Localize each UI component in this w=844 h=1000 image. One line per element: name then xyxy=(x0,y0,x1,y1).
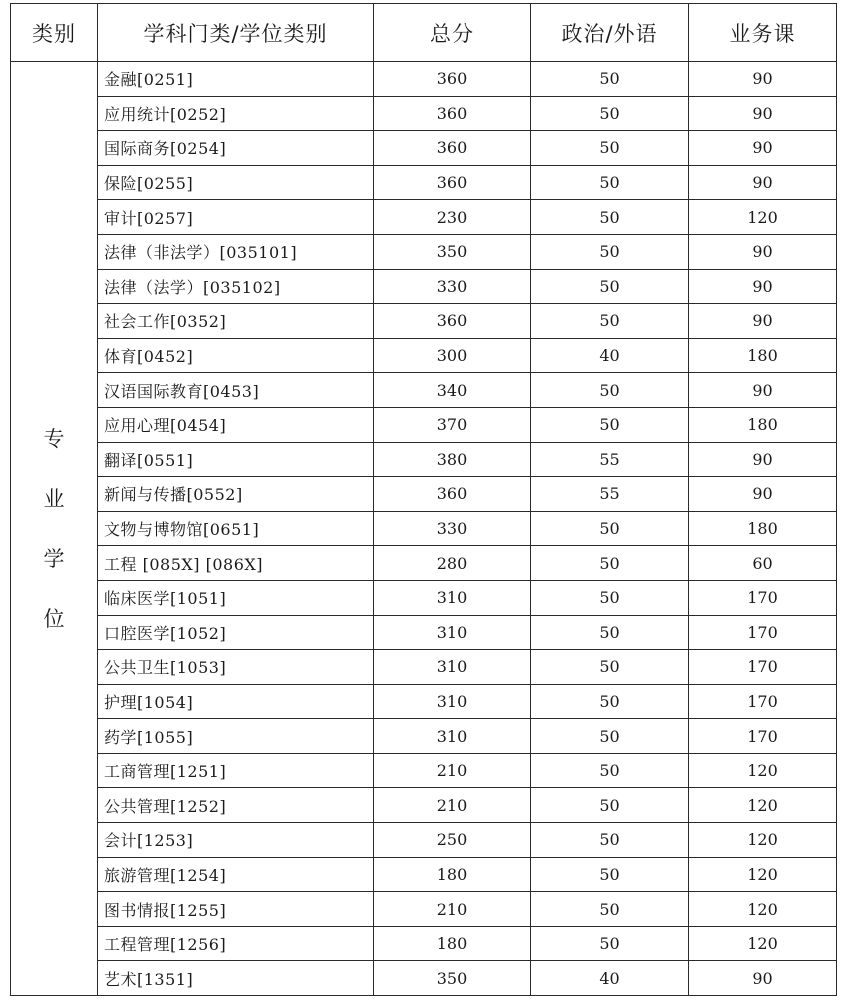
table-row xyxy=(11,788,837,823)
total-cell: 310 xyxy=(374,650,531,685)
major-cell: 170 xyxy=(689,719,837,754)
politics-foreign-cell: 50 xyxy=(531,580,689,615)
major-cell: 170 xyxy=(689,684,837,719)
major-cell: 170 xyxy=(689,650,837,685)
subject-cell: 体育[0452] xyxy=(98,338,374,373)
header-category: 类别 xyxy=(11,4,98,62)
header-major: 业务课 xyxy=(689,4,837,62)
total-cell: 250 xyxy=(374,823,531,858)
table-row xyxy=(11,753,837,788)
table-row xyxy=(11,650,837,685)
subject-cell: 审计[0257] xyxy=(98,200,374,235)
header-row xyxy=(11,4,837,62)
total-cell: 360 xyxy=(374,477,531,512)
subject-cell: 应用心理[0454] xyxy=(98,407,374,442)
major-cell: 90 xyxy=(689,373,837,408)
total-cell: 230 xyxy=(374,200,531,235)
politics-foreign-cell: 50 xyxy=(531,62,689,97)
subject-cell: 工程管理[1256] xyxy=(98,926,374,961)
politics-foreign-cell: 50 xyxy=(531,304,689,339)
total-cell: 360 xyxy=(374,62,531,97)
table-row xyxy=(11,823,837,858)
politics-foreign-cell: 50 xyxy=(531,615,689,650)
subject-cell: 艺术[1351] xyxy=(98,961,374,996)
politics-foreign-cell: 50 xyxy=(531,926,689,961)
major-cell: 120 xyxy=(689,753,837,788)
table-row xyxy=(11,200,837,235)
table-row xyxy=(11,62,837,97)
category-char: 专 xyxy=(43,426,65,451)
major-cell: 90 xyxy=(689,961,837,996)
subject-cell: 国际商务[0254] xyxy=(98,131,374,166)
subject-cell: 文物与博物馆[0651] xyxy=(98,511,374,546)
total-cell: 300 xyxy=(374,338,531,373)
politics-foreign-cell: 50 xyxy=(531,719,689,754)
subject-cell: 口腔医学[1052] xyxy=(98,615,374,650)
table-row xyxy=(11,234,837,269)
major-cell: 90 xyxy=(689,304,837,339)
header-subject: 学科门类/学位类别 xyxy=(98,4,374,62)
subject-cell: 公共管理[1252] xyxy=(98,788,374,823)
subject-cell: 应用统计[0252] xyxy=(98,96,374,131)
subject-cell: 公共卫生[1053] xyxy=(98,650,374,685)
subject-cell: 药学[1055] xyxy=(98,719,374,754)
total-cell: 330 xyxy=(374,269,531,304)
table-row xyxy=(11,96,837,131)
major-cell: 180 xyxy=(689,407,837,442)
subject-cell: 工程 [085X] [086X] xyxy=(98,546,374,581)
politics-foreign-cell: 50 xyxy=(531,373,689,408)
major-cell: 90 xyxy=(689,62,837,97)
major-cell: 170 xyxy=(689,580,837,615)
total-cell: 210 xyxy=(374,753,531,788)
category-cell xyxy=(11,62,98,996)
major-cell: 180 xyxy=(689,511,837,546)
politics-foreign-cell: 50 xyxy=(531,892,689,927)
category-char: 业 xyxy=(43,486,65,511)
major-cell: 90 xyxy=(689,234,837,269)
politics-foreign-cell: 50 xyxy=(531,131,689,166)
total-cell: 380 xyxy=(374,442,531,477)
table-row xyxy=(11,892,837,927)
total-cell: 360 xyxy=(374,165,531,200)
subject-cell: 金融[0251] xyxy=(98,62,374,97)
total-cell: 280 xyxy=(374,546,531,581)
category-char: 学 xyxy=(43,546,65,571)
table-row xyxy=(11,511,837,546)
subject-cell: 会计[1253] xyxy=(98,823,374,858)
major-cell: 180 xyxy=(689,338,837,373)
total-cell: 310 xyxy=(374,684,531,719)
subject-cell: 临床医学[1051] xyxy=(98,580,374,615)
subject-cell: 工商管理[1251] xyxy=(98,753,374,788)
total-cell: 360 xyxy=(374,131,531,166)
table-row xyxy=(11,269,837,304)
table-row xyxy=(11,546,837,581)
subject-cell: 法律（非法学）[035101] xyxy=(98,234,374,269)
table-row xyxy=(11,615,837,650)
category-char: 位 xyxy=(43,606,65,631)
politics-foreign-cell: 40 xyxy=(531,338,689,373)
major-cell: 120 xyxy=(689,926,837,961)
politics-foreign-cell: 50 xyxy=(531,511,689,546)
politics-foreign-cell: 50 xyxy=(531,234,689,269)
politics-foreign-cell: 50 xyxy=(531,200,689,235)
politics-foreign-cell: 50 xyxy=(531,165,689,200)
total-cell: 310 xyxy=(374,615,531,650)
politics-foreign-cell: 50 xyxy=(531,684,689,719)
politics-foreign-cell: 50 xyxy=(531,753,689,788)
table-row xyxy=(11,373,837,408)
subject-cell: 护理[1054] xyxy=(98,684,374,719)
politics-foreign-cell: 50 xyxy=(531,407,689,442)
table-row xyxy=(11,857,837,892)
major-cell: 90 xyxy=(689,165,837,200)
total-cell: 180 xyxy=(374,926,531,961)
total-cell: 310 xyxy=(374,580,531,615)
politics-foreign-cell: 50 xyxy=(531,269,689,304)
table-row xyxy=(11,961,837,996)
subject-cell: 保险[0255] xyxy=(98,165,374,200)
total-cell: 310 xyxy=(374,719,531,754)
table-row xyxy=(11,442,837,477)
major-cell: 120 xyxy=(689,857,837,892)
total-cell: 370 xyxy=(374,407,531,442)
major-cell: 60 xyxy=(689,546,837,581)
total-cell: 210 xyxy=(374,788,531,823)
total-cell: 350 xyxy=(374,234,531,269)
politics-foreign-cell: 55 xyxy=(531,442,689,477)
score-table xyxy=(10,3,837,996)
subject-cell: 新闻与传播[0552] xyxy=(98,477,374,512)
subject-cell: 法律（法学）[035102] xyxy=(98,269,374,304)
total-cell: 350 xyxy=(374,961,531,996)
major-cell: 120 xyxy=(689,788,837,823)
subject-cell: 图书情报[1255] xyxy=(98,892,374,927)
subject-cell: 社会工作[0352] xyxy=(98,304,374,339)
politics-foreign-cell: 50 xyxy=(531,546,689,581)
major-cell: 120 xyxy=(689,200,837,235)
major-cell: 120 xyxy=(689,892,837,927)
major-cell: 170 xyxy=(689,615,837,650)
table-row xyxy=(11,304,837,339)
table-body xyxy=(11,62,837,996)
total-cell: 360 xyxy=(374,96,531,131)
header-politics-foreign: 政治/外语 xyxy=(531,4,689,62)
politics-foreign-cell: 50 xyxy=(531,788,689,823)
major-cell: 90 xyxy=(689,442,837,477)
table-row xyxy=(11,165,837,200)
total-cell: 210 xyxy=(374,892,531,927)
total-cell: 360 xyxy=(374,304,531,339)
politics-foreign-cell: 50 xyxy=(531,96,689,131)
major-cell: 90 xyxy=(689,269,837,304)
table-row xyxy=(11,407,837,442)
table-row xyxy=(11,684,837,719)
politics-foreign-cell: 40 xyxy=(531,961,689,996)
politics-foreign-cell: 50 xyxy=(531,650,689,685)
subject-cell: 旅游管理[1254] xyxy=(98,857,374,892)
major-cell: 90 xyxy=(689,477,837,512)
subject-cell: 汉语国际教育[0453] xyxy=(98,373,374,408)
major-cell: 90 xyxy=(689,131,837,166)
table-row xyxy=(11,477,837,512)
politics-foreign-cell: 55 xyxy=(531,477,689,512)
total-cell: 340 xyxy=(374,373,531,408)
table-row xyxy=(11,580,837,615)
table-header xyxy=(11,4,837,62)
table-row xyxy=(11,131,837,166)
table-row xyxy=(11,719,837,754)
subject-cell: 翻译[0551] xyxy=(98,442,374,477)
header-total: 总分 xyxy=(374,4,531,62)
table-row xyxy=(11,926,837,961)
table-row xyxy=(11,338,837,373)
politics-foreign-cell: 50 xyxy=(531,823,689,858)
total-cell: 330 xyxy=(374,511,531,546)
major-cell: 90 xyxy=(689,96,837,131)
total-cell: 180 xyxy=(374,857,531,892)
major-cell: 120 xyxy=(689,823,837,858)
politics-foreign-cell: 50 xyxy=(531,857,689,892)
